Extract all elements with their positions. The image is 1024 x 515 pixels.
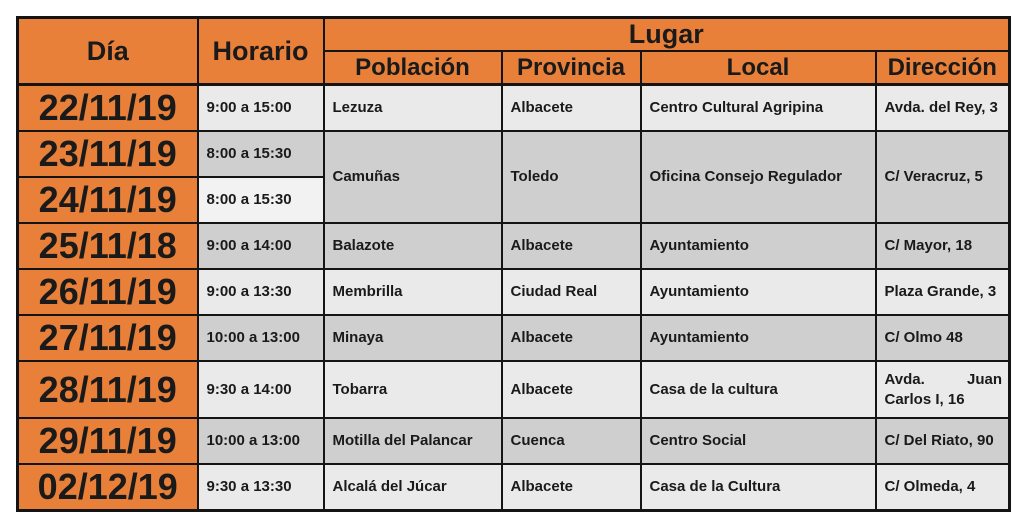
cell-local: Ayuntamiento [641,269,876,315]
cell-horario: 9:00 a 15:00 [198,85,324,132]
cell-local: Ayuntamiento [641,315,876,361]
cell-direccion: Avda. Juan Carlos I, 16 [876,361,1010,418]
cell-direccion: C/ Olmo 48 [876,315,1010,361]
cell-provincia: Cuenca [502,418,641,464]
header-direccion: Dirección [876,51,1010,85]
schedule-table [16,16,1011,512]
table-row [18,361,1010,418]
cell-horario: 10:00 a 13:00 [198,315,324,361]
table-row [18,223,1010,269]
cell-poblacion: Lezuza [324,85,502,132]
cell-poblacion: Alcalá del Júcar [324,464,502,511]
header-dia: Día [18,18,198,85]
cell-poblacion: Tobarra [324,361,502,418]
table-row [18,418,1010,464]
cell-provincia: Albacete [502,223,641,269]
table-row [18,269,1010,315]
cell-local: Ayuntamiento [641,223,876,269]
table-row [18,131,1010,177]
cell-dia: 26/11/19 [18,269,198,315]
cell-horario: 9:30 a 13:30 [198,464,324,511]
cell-dia: 24/11/19 [18,177,198,223]
cell-poblacion: Motilla del Palancar [324,418,502,464]
header-lugar: Lugar [324,18,1010,52]
cell-local: Oficina Consejo Regulador [641,131,876,223]
table-header [18,18,1010,85]
cell-direccion: C/ Del Riato, 90 [876,418,1010,464]
cell-poblacion: Camuñas [324,131,502,223]
cell-horario: 9:30 a 14:00 [198,361,324,418]
cell-direccion: C/ Veracruz, 5 [876,131,1010,223]
cell-dia: 23/11/19 [18,131,198,177]
cell-direccion: Plaza Grande, 3 [876,269,1010,315]
header-poblacion: Población [324,51,502,85]
header-provincia: Provincia [502,51,641,85]
cell-poblacion: Balazote [324,223,502,269]
cell-poblacion: Minaya [324,315,502,361]
cell-local: Casa de la cultura [641,361,876,418]
cell-poblacion: Membrilla [324,269,502,315]
cell-provincia: Ciudad Real [502,269,641,315]
cell-direccion: C/ Olmeda, 4 [876,464,1010,511]
cell-local: Centro Cultural Agripina [641,85,876,132]
cell-dia: 22/11/19 [18,85,198,132]
table-row [18,85,1010,132]
cell-dia: 25/11/18 [18,223,198,269]
cell-horario: 8:00 a 15:30 [198,131,324,177]
cell-direccion: C/ Mayor, 18 [876,223,1010,269]
header-local: Local [641,51,876,85]
cell-dia: 29/11/19 [18,418,198,464]
cell-provincia: Albacete [502,85,641,132]
cell-local: Centro Social [641,418,876,464]
cell-dia: 28/11/19 [18,361,198,418]
cell-dia: 02/12/19 [18,464,198,511]
cell-provincia: Albacete [502,464,641,511]
cell-horario: 10:00 a 13:00 [198,418,324,464]
cell-horario: 9:00 a 13:30 [198,269,324,315]
cell-provincia: Albacete [502,361,641,418]
cell-local: Casa de la Cultura [641,464,876,511]
cell-provincia: Toledo [502,131,641,223]
cell-dia: 27/11/19 [18,315,198,361]
table-row [18,315,1010,361]
cell-horario: 8:00 a 15:30 [198,177,324,223]
header-horario: Horario [198,18,324,85]
table-row [18,464,1010,511]
cell-horario: 9:00 a 14:00 [198,223,324,269]
cell-provincia: Albacete [502,315,641,361]
cell-direccion: Avda. del Rey, 3 [876,85,1010,132]
